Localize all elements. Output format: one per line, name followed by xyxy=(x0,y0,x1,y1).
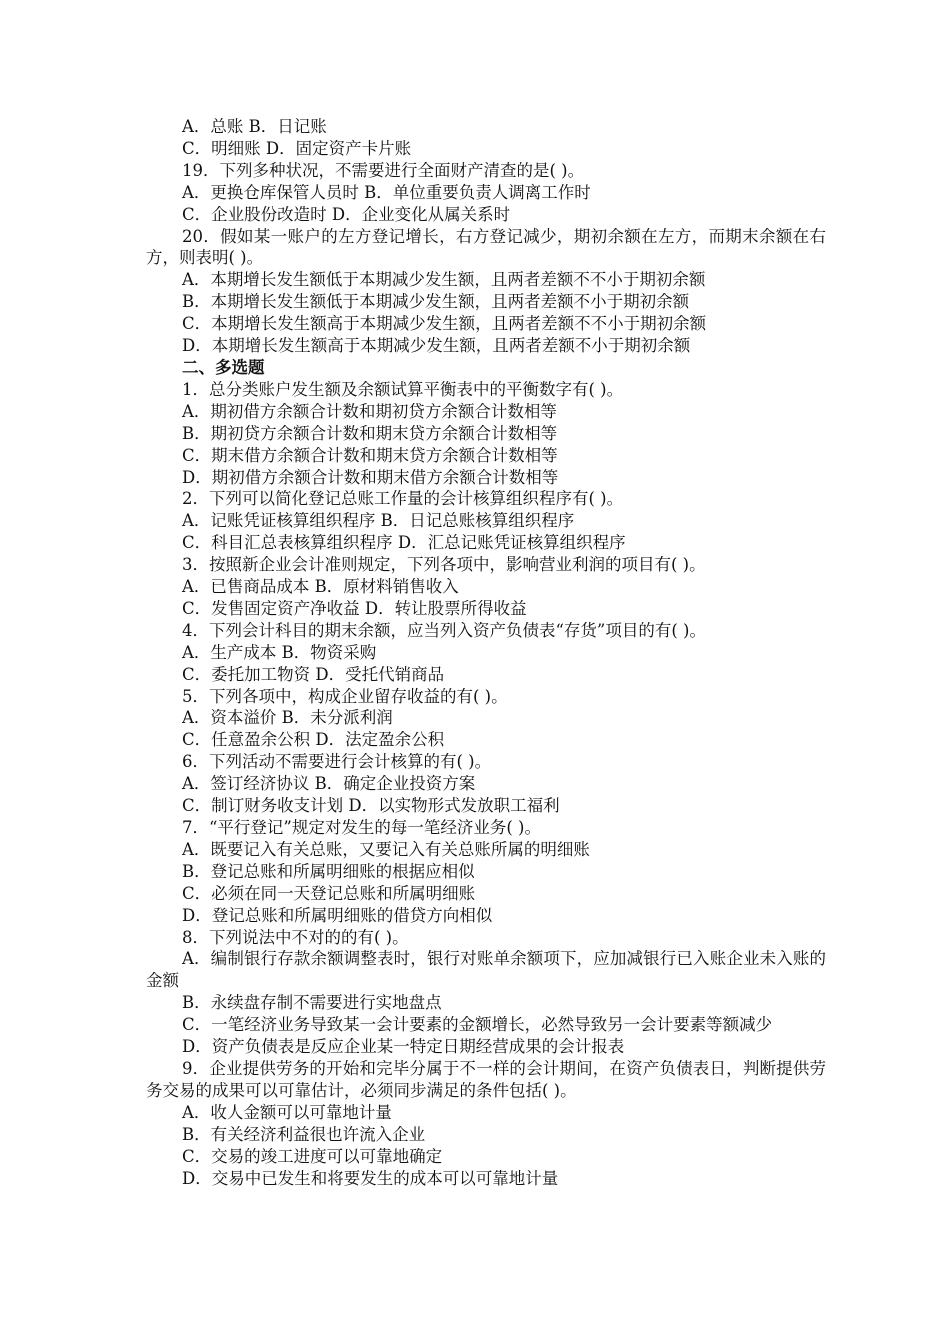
text-line: 2．下列可以简化登记总账工作量的会计核算组织程序有( )。 xyxy=(182,489,624,509)
text-line: 4．下列会计科目的期末余额，应当列入资产负债表“存货”项目的有( )。 xyxy=(182,620,706,640)
text-line: A．总账 B．日记账 xyxy=(182,117,327,136)
text-line: D．本期增长发生额高于本期减少发生额，且两者差额不小于期初余额 xyxy=(182,336,691,356)
text-line: C．任意盈余公积 D．法定盈余公积 xyxy=(182,730,445,750)
text-line: A．更换仓库保管人员时 B．单位重要负责人调离工作时 xyxy=(182,182,591,202)
text-line: B．本期增长发生额低于本期减少发生额，且两者差额不小于期初余额 xyxy=(182,292,690,312)
text-line: 6．下列活动不需要进行会计核算的有( )。 xyxy=(182,752,492,772)
text-line: D．交易中已发生和将要发生的成本可以可靠地计量 xyxy=(182,1168,559,1188)
text-line: 8．下列说法中不对的的有( )。 xyxy=(182,927,409,947)
text-line: 20．假如某一账户的左方登记增长，右方登记减少，期初余额在左方，而期末余额在右方，则表明( )。 xyxy=(146,226,826,268)
text-line: D．期初借方余额合计数和期末借方余额合计数相等 xyxy=(182,467,559,487)
text-line: 7．“平行登记”规定对发生的每一笔经济业务( )。 xyxy=(182,818,541,837)
text-line: C．明细账 D．固定资产卡片账 xyxy=(182,138,412,158)
text-line: 19．下列多种状况，不需要进行全面财产清查的是( )。 xyxy=(182,160,585,180)
document-body xyxy=(146,116,826,1189)
text-line: 5．下列各项中，构成企业留存收益的有( )。 xyxy=(182,686,508,706)
text-line: C．制订财务收支计划 D．以实物形式发放职工福利 xyxy=(182,796,560,816)
text-line: A．生产成本 B．物资采购 xyxy=(182,642,377,662)
text-line: C．一笔经济业务导致某一会计要素的金额增长，必然导致另一会计要素等额减少 xyxy=(182,1015,773,1035)
text-line: B．登记总账和所属明细账的根据应相似 xyxy=(182,861,475,881)
text-line: B．有关经济利益很也许流入企业 xyxy=(182,1124,426,1144)
text-line: C．委托加工物资 D．受托代销商品 xyxy=(182,664,445,684)
text-line: A．签订经济协议 B．确定企业投资方案 xyxy=(182,774,476,794)
text-line: A．收人金额可以可靠地计量 xyxy=(182,1102,392,1122)
text-line: 9．企业提供劳务的开始和完毕分属于不一样的会计期间，在资产负债表日，判断提供劳务交易的成果可以可靠估计，必须同步满足的条件包括( )。 xyxy=(146,1058,826,1100)
text-line: A．资本溢价 B．未分派利润 xyxy=(182,708,393,728)
text-line: C．交易的竣工进度可以可靠地确定 xyxy=(182,1146,443,1166)
text-line: C．企业股份改造时 D．企业变化从属关系时 xyxy=(182,204,511,224)
text-line: C．科目汇总表核算组织程序 D．汇总记账凭证核算组织程序 xyxy=(182,533,626,553)
text-line: B．期初贷方余额合计数和期末贷方余额合计数相等 xyxy=(182,423,558,443)
text-line: A．已售商品成本 B．原材料销售收入 xyxy=(182,577,459,597)
text-line: A．记账凭证核算组织程序 B．日记总账核算组织程序 xyxy=(182,511,575,531)
text-line: A．本期增长发生额低于本期减少发生额，且两者差额不不小于期初余额 xyxy=(182,270,706,290)
text-line: 3．按照新企业会计准则规定，下列各项中，影响营业利润的项目有( )。 xyxy=(182,555,706,575)
text-line: C．本期增长发生额高于本期减少发生额，且两者差额不不小于期初余额 xyxy=(182,314,707,334)
section-heading: 二、多选题 xyxy=(182,357,265,377)
text-line: C．发售固定资产净收益 D．转让股票所得收益 xyxy=(182,598,527,618)
text-line: A．编制银行存款余额调整表时，银行对账单余额项下，应加减银行已入账企业未入账的金额 xyxy=(146,949,826,991)
text-line: 1．总分类账户发生额及余额试算平衡表中的平衡数字有( )。 xyxy=(182,379,624,399)
text-line: C．必须在同一天登记总账和所属明细账 xyxy=(182,883,476,903)
text-line: D．资产负债表是反应企业某一特定日期经营成果的会计报表 xyxy=(182,1037,625,1057)
text-line: B．永续盘存制不需要进行实地盘点 xyxy=(182,993,442,1013)
text-line: D．登记总账和所属明细账的借贷方向相似 xyxy=(182,905,493,925)
text-line: A．期初借方余额合计数和期初贷方余额合计数相等 xyxy=(182,401,557,421)
text-line: A．既要记入有关总账，又要记入有关总账所属的明细账 xyxy=(182,839,590,859)
text-line: C．期末借方余额合计数和期末贷方余额合计数相等 xyxy=(182,445,558,465)
